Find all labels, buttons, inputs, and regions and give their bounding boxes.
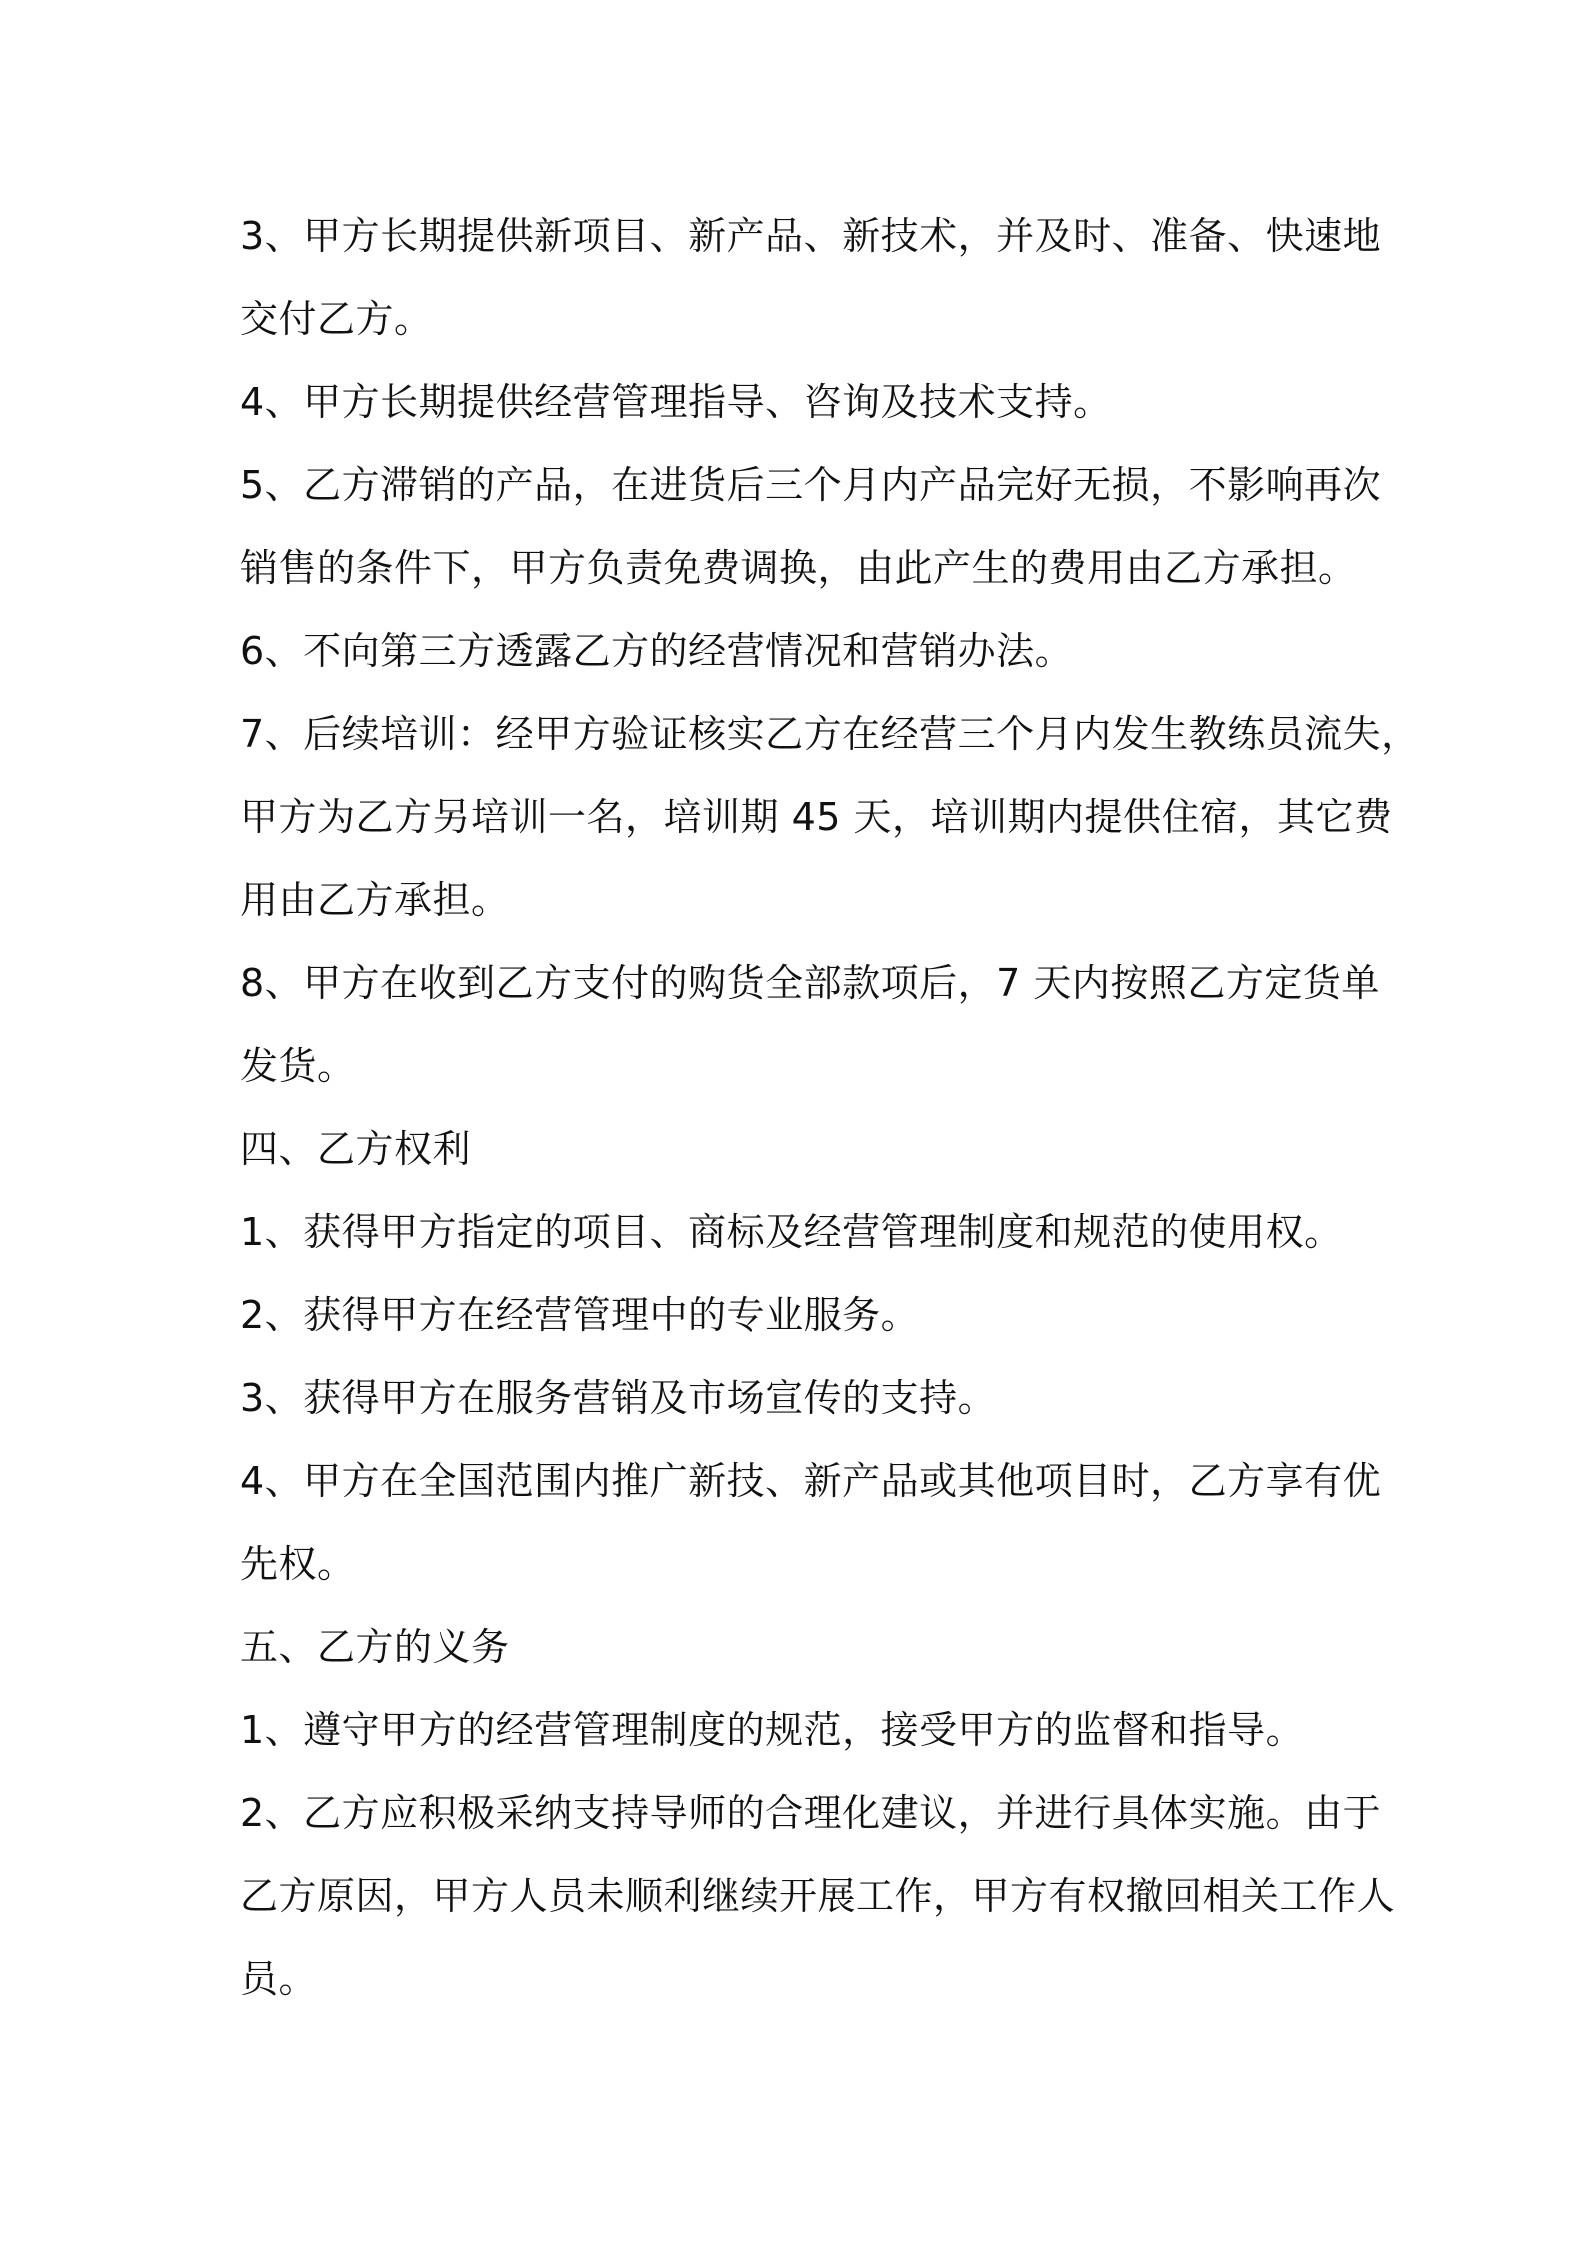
- text-line: 用由乙方承担。: [240, 878, 510, 922]
- text-line: 3、甲方长期提供新项目、新产品、新技术，并及时、准备、快速地: [240, 214, 1382, 258]
- text-line: 4、甲方长期提供经营管理指导、咨询及技术支持。: [240, 380, 1112, 424]
- text-line: 销售的条件下，甲方负责免费调换，由此产生的费用由乙方承担。: [240, 546, 1357, 590]
- text-line: 1、遵守甲方的经营管理制度的规范，接受甲方的监督和指导。: [240, 1708, 1305, 1752]
- text-line: 8、甲方在收到乙方支付的购货全部款项后，7 天内按照乙方定货单: [240, 961, 1380, 1005]
- text-line: 发货。: [240, 1044, 356, 1088]
- text-line: 先权。: [240, 1542, 356, 1586]
- text-line: 6、不向第三方透露乙方的经营情况和营销办法。: [240, 629, 1074, 673]
- text-line: 甲方为乙方另培训一名，培训期 45 天，培训期内提供住宿，其它费: [240, 795, 1393, 839]
- text-line: 员。: [240, 1957, 318, 2001]
- text-line: 4、甲方在全国范围内推广新技、新产品或其他项目时，乙方享有优: [240, 1459, 1382, 1503]
- text-line: 交付乙方。: [240, 297, 433, 341]
- text-line: 7、后续培训：经甲方验证核实乙方在经营三个月内发生教练员流失，: [240, 712, 1420, 756]
- text-line: 乙方原因，甲方人员未顺利继续开展工作，甲方有权撤回相关工作人: [240, 1874, 1396, 1918]
- text-line: 1、获得甲方指定的项目、商标及经营管理制度和规范的使用权。: [240, 1210, 1343, 1254]
- text-line: 2、乙方应积极采纳支持导师的合理化建议，并进行具体实施。由于: [240, 1791, 1382, 1835]
- section-heading: 五、乙方的义务: [240, 1625, 510, 1669]
- document-body: [240, 195, 1420, 2021]
- text-line: 3、获得甲方在服务营销及市场宣传的支持。: [240, 1376, 997, 1420]
- section-heading: 四、乙方权利: [240, 1127, 472, 1171]
- text-line: 5、乙方滞销的产品，在进货后三个月内产品完好无损，不影响再次: [240, 463, 1382, 507]
- text-line: 2、获得甲方在经营管理中的专业服务。: [240, 1293, 920, 1337]
